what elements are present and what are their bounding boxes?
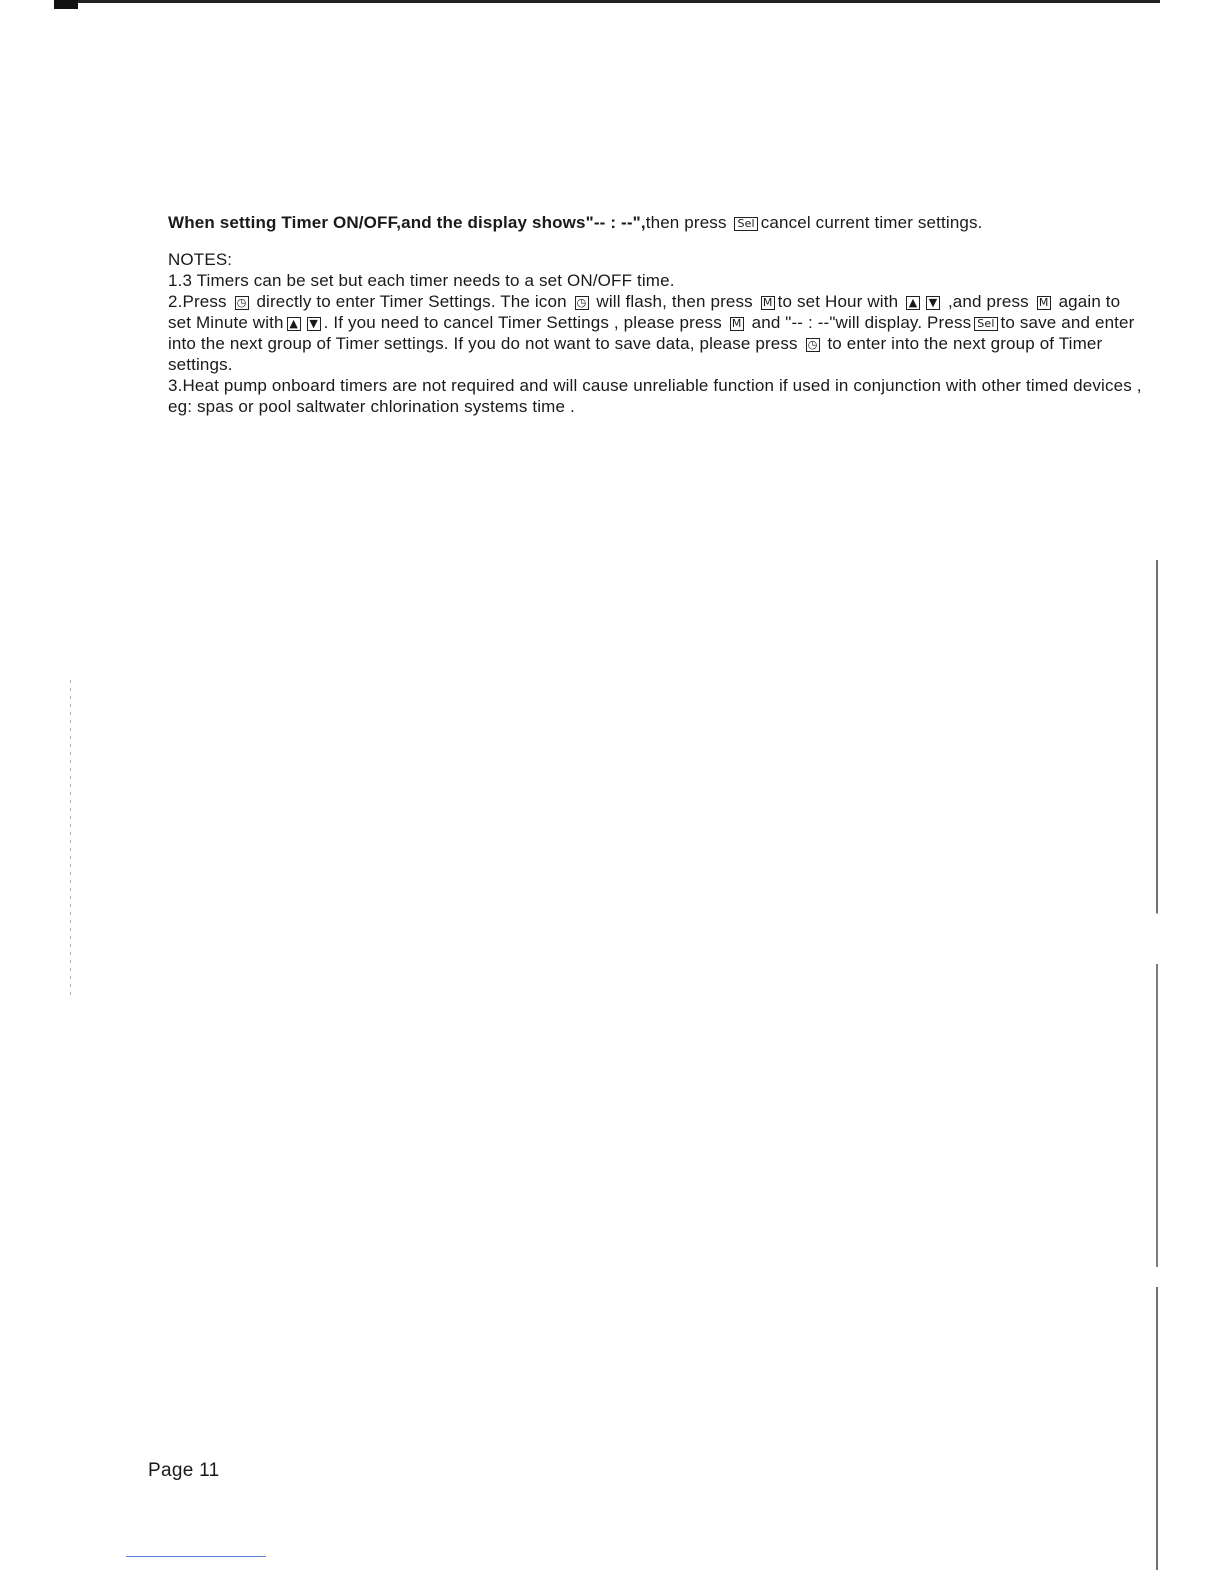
intro-text-end: cancel current timer settings. <box>760 213 983 232</box>
note2-text: again to set Minute with <box>168 292 1121 332</box>
page-number: Page 11 <box>148 1460 220 1481</box>
intro-text-after: then press <box>645 213 727 232</box>
up-arrow-key-icon: ▲ <box>287 317 301 331</box>
clock-key-icon: ◷ <box>806 338 820 352</box>
note2-text: to enter into the next group of Timer settings. <box>168 334 1103 374</box>
down-arrow-key-icon: ▼ <box>307 317 321 331</box>
note2-text: will flash, then press <box>596 292 753 311</box>
clock-key-icon: ◷ <box>575 296 589 310</box>
down-arrow-key-icon: ▼ <box>926 296 940 310</box>
note2-text: to set Hour with <box>777 292 899 311</box>
clock-key-icon: ◷ <box>235 296 249 310</box>
note2-text: 2.Press <box>168 292 227 311</box>
up-arrow-key-icon: ▲ <box>906 296 920 310</box>
scan-edge-right <box>1156 560 1158 1570</box>
note2-text: . If you need to cancel Timer Settings , please press <box>323 313 722 332</box>
intro-paragraph <box>168 212 1148 233</box>
note2-text: to save and enter into the next group of Timer settings. If you do not want to save data, please press <box>168 313 1135 353</box>
sel-key-icon: Sel <box>734 217 757 231</box>
intro-bold-text: When setting Timer ON/OFF,and the display shows"-- : --", <box>168 213 646 232</box>
note2-text: directly to enter Timer Settings. The icon <box>256 292 567 311</box>
note-2 <box>168 291 1148 375</box>
scan-corner-mark <box>54 0 78 9</box>
scan-edge-top <box>54 0 1160 3</box>
mode-key-icon: M <box>730 317 744 331</box>
note-3: 3.Heat pump onboard timers are not required and will cause unreliable function if used in conjunction with other timed devices , eg: spas or pool saltwater chlorination systems time . <box>168 376 1142 416</box>
note2-text: ,and press <box>947 292 1029 311</box>
sel-key-icon: Sel <box>974 317 997 331</box>
notes-heading: NOTES: <box>168 250 233 269</box>
document-body <box>168 212 1148 417</box>
scan-edge-left <box>70 680 71 1000</box>
mode-key-icon: M <box>1037 296 1051 310</box>
note-1: 1.3 Timers can be set but each timer needs to a set ON/OFF time. <box>168 271 675 290</box>
note2-text: and "-- : --"will display. Press <box>751 313 972 332</box>
scan-bottom-line <box>126 1556 266 1557</box>
mode-key-icon: M <box>761 296 775 310</box>
